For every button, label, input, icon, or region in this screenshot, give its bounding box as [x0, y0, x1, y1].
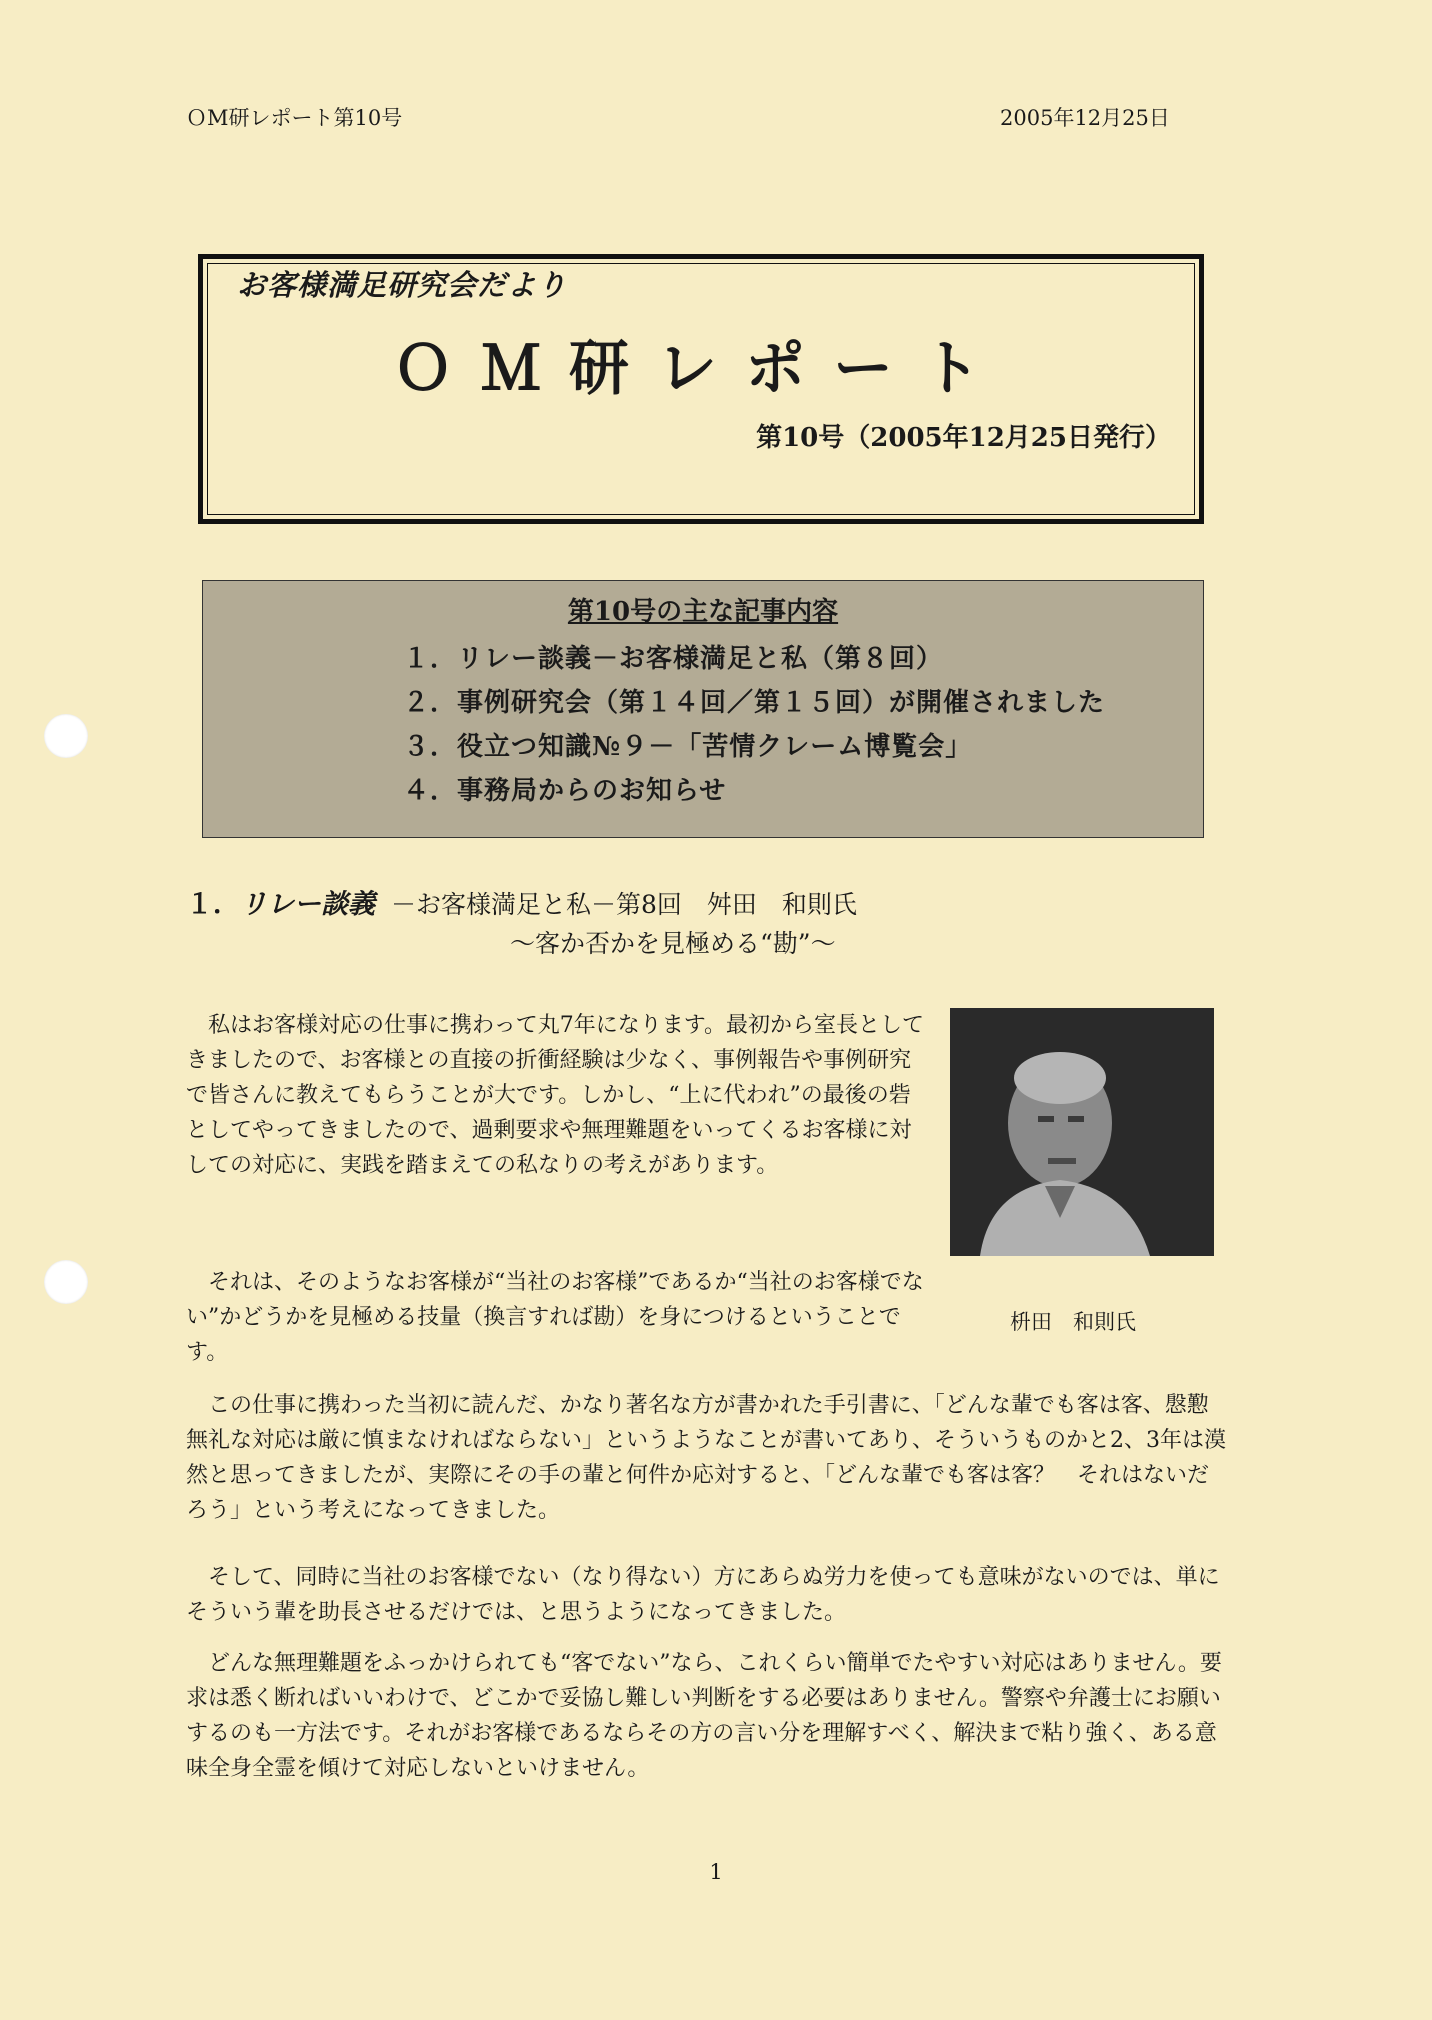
toc-item: １．リレー談義－お客様満足と私（第８回） — [403, 644, 944, 674]
author-photo-image — [950, 1008, 1214, 1256]
newsletter-subtitle: お客様満足研究会だより — [237, 268, 568, 302]
punch-hole-bottom — [44, 1260, 88, 1304]
section-1-heading — [186, 882, 857, 921]
newsletter-title: ＯＭ研レポート — [393, 334, 1009, 404]
section-title: リレー談義 — [240, 889, 375, 920]
section-number: １． — [186, 889, 240, 920]
paragraph-1: 私はお客様対応の仕事に携わって丸7年になります。最初から室長としてきましたので、お客様との直接の折衝経験は少なく、事例報告や事例研究で皆さんに教えてもらうことが大です。しかし、“上に代われ”の最後の砦としてやってきましたので、過剰要求や無理難題をいってくるお客様に対しての対応に、実践を踏まえての私なりの考えがあります。 — [186, 1013, 925, 1178]
paragraph-2: それは、そのようなお客様が“当社のお客様”であるか“当社のお客様でない”かどうかを見極める技量（換言すれば勘）を身につけるということです。 — [186, 1270, 924, 1365]
toc-item: ３．役立つ知識№９－「苦情クレーム博覧会」 — [403, 732, 973, 762]
toc-heading: 第10号の主な記事内容 — [567, 597, 839, 627]
paragraph-3: この仕事に携わった当初に読んだ、かなり著名な方が書かれた手引書に、「どんな輩でも客は客、慇懃無礼な対応は厳に慎まなければならない」というようなことが書いてあり、そういうものかと2、3年は漠然と思ってきましたが、実際にその手の輩と何件か応対すると、「どんな輩でも客は客？ それはないだろう」という考えになってきました。 — [186, 1393, 1226, 1523]
author-photo — [950, 1008, 1214, 1256]
title-box — [198, 254, 1204, 524]
issue-info: 第10号（2005年12月25日発行） — [756, 423, 1171, 453]
section-1-subtitle: ～客か否かを見極める“勘”～ — [510, 929, 836, 958]
page-number: 1 — [709, 1860, 723, 1884]
toc-list — [403, 637, 1105, 813]
header-date: 2005年12月25日 — [1000, 106, 1170, 130]
paragraph-5: どんな無理難題をふっかけられても“客でない”なら、これくらい簡単でたやすい対応はありません。要求は悉く断ればいいわけで、どこかで妥協し難しい判断をする必要はありません。警察や弁護士にお願いするのも一方法です。それがお客様であるならその方の言い分を理解すべく、解決まで粘り強く、ある意味全身全霊を傾けて対応しないといけません。 — [186, 1651, 1222, 1781]
toc-item: ４．事務局からのお知らせ — [403, 776, 727, 806]
photo-caption: 枡田 和則氏 — [1010, 1310, 1136, 1334]
paragraph-4: そして、同時に当社のお客様でない（なり得ない）方にあらぬ労力を使っても意味がないのでは、単にそういう輩を助長させるだけでは、と思うようになってきました。 — [186, 1565, 1220, 1625]
header-report-title: ＯM研レポート第10号 — [186, 106, 403, 130]
punch-hole-top — [44, 714, 88, 758]
section-title-rest: －お客様満足と私－第8回 舛田 和則氏 — [391, 890, 857, 919]
table-of-contents — [202, 580, 1204, 838]
toc-item: ２．事例研究会（第１４回／第１５回）が開催されました — [403, 688, 1106, 718]
